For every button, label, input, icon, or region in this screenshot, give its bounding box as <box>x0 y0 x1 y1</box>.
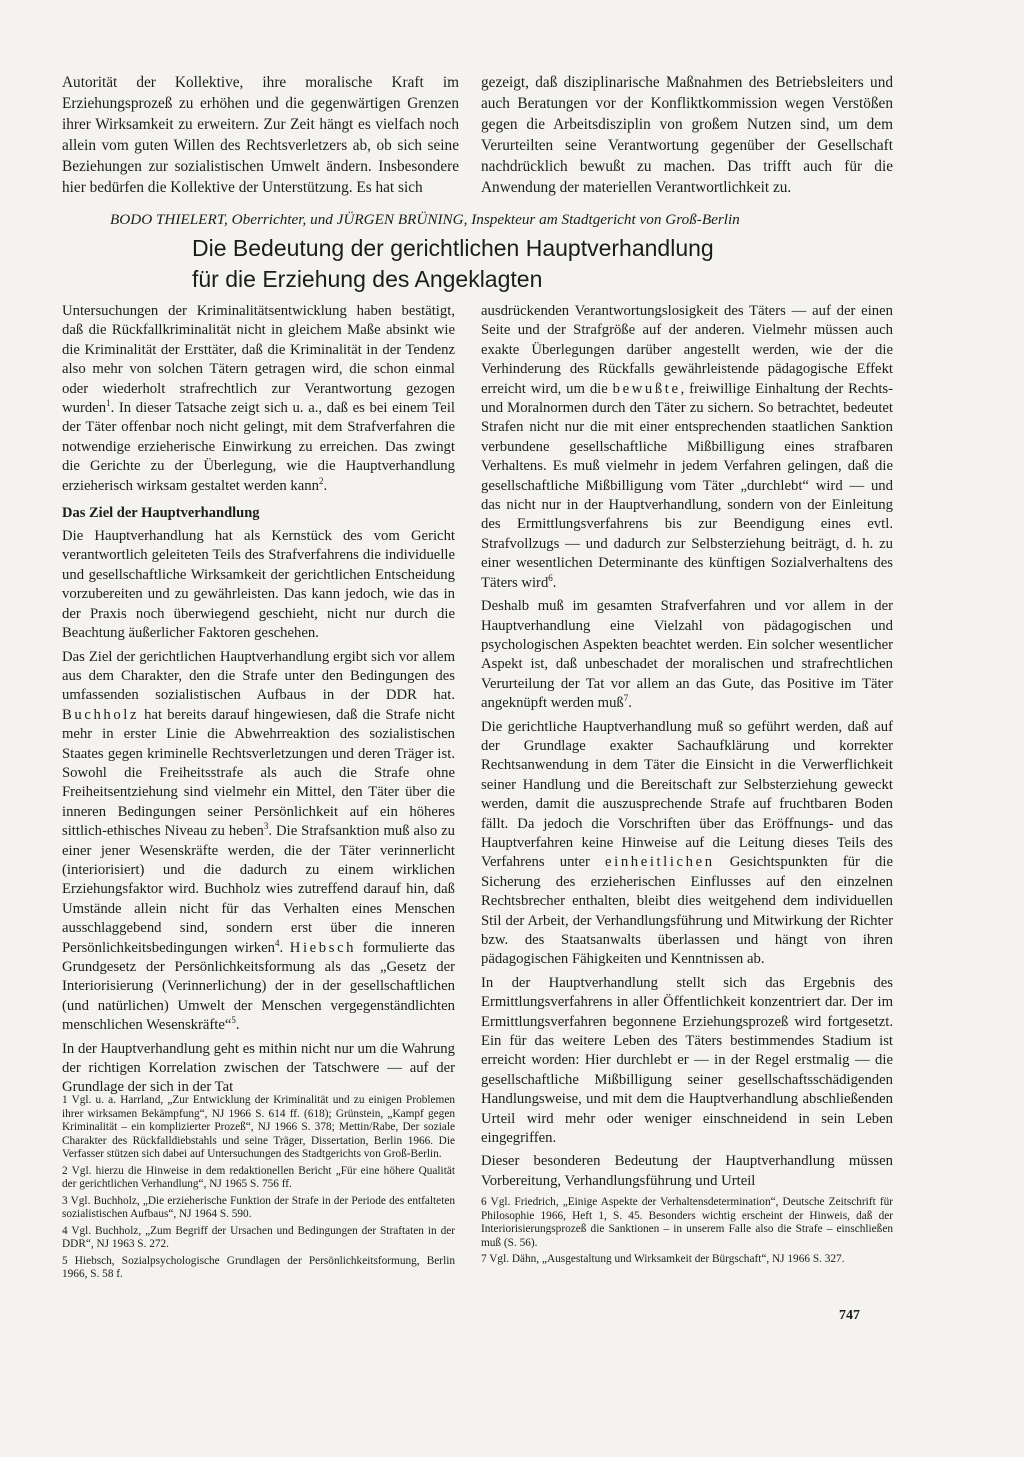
footnote-ref: 3 <box>263 821 269 832</box>
body-paragraph <box>62 302 455 496</box>
text-run: . <box>279 939 290 956</box>
text-run: . In dieser Tatsache zeigt sich u. a., daß es bei einem Teil der Täter offenbar noch nicht gelingt, mit dem Strafverfahren die notwendige erzieherische Einwirkung zu erreichen. Das zwingt die Gerichte zu der Überlegung, wie die Hauptverhandlung erzieherisch wirksam gestaltet werden kann <box>62 400 455 494</box>
text-run: ausdrückenden Verantwortungslosigkeit des Täters — auf der einen Seite und der Strafgröße auf der anderen. Vielmehr müssen auch exakte Überlegungen darüber angestellt werden, wie der die Verhinderung des Rückfalls gewährleistende pädagogische Effekt erreicht wird, um die <box>481 303 893 397</box>
text-run: . <box>628 695 632 712</box>
text-run: formulierte das Grundgesetz der Persönlichkeitsformung als das „Gesetz der Interiorisierung (Verinnerlichung) der in der gesellschaftlichen (und natürlichen) Umwelt der Menschen vergegenständlichten menschlichen Wesenskräfte“ <box>62 939 455 1034</box>
text-run: Die gerichtliche Hauptverhandlung muß so geführt werden, daß auf der Grundlage exakter Sachaufklärung und korrekter Rechtsanwendung in dem Täter die Einsicht in die Verwerflichkeit seiner Handlung und die Bereitschaft zur Selbsterziehung geweckt werden, damit die auszusprechende Strafe auf fruchtbaren Boden fällt. Da jedoch die Vorschriften über das Eröffnungs- und das Hauptverfahren keine Hinweise auf die Leitung dieses Teils des Verfahrens unter <box>481 718 893 871</box>
page-number: 747 <box>839 1308 860 1323</box>
main-left-column <box>62 302 455 1098</box>
body-paragraph: In der Hauptverhandlung geht es mithin nicht nur um die Wahrung der richtigen Korrelation zwischen der Tatschwere — auf der Grundlage der sich in der Tat <box>62 1040 455 1096</box>
body-paragraph <box>481 718 893 970</box>
footnote: 3 Vgl. Buchholz, „Die erzieherische Funktion der Strafe in der Periode des entfalteten sozialistischen Aufbaus“, NJ 1964 S. 590. <box>62 1194 455 1220</box>
text-run: . <box>235 1017 240 1034</box>
footnotes-left <box>62 1094 455 1282</box>
footnote: 5 Hiebsch, Sozialpsychologische Grundlagen der Persönlichkeitsformung, Berlin 1966, S. 58 f. <box>62 1254 455 1280</box>
footnote: 4 Vgl. Buchholz, „Zum Begriff der Ursachen und Bedingungen der Straftaten in der DDR“, NJ 1963 S. 272. <box>62 1224 455 1250</box>
footnote-ref: 6 <box>548 572 553 583</box>
text-run: . Die Strafsanktion muß also zu einer jener Wesenskräfte werden, die der Täter verinnerlicht (interiorisiert) und die dadurch zu einem wirklichen Erziehungsfaktor wird. Buchholz wies zutreffend darauf hin, daß Umstände allein nicht für das Verhalten eines Menschen ausschlaggebend sind, sondern erst über die inneren Persönlichkeitsbedingungen wirken <box>62 823 455 956</box>
top-left-paragraph: Autorität der Kollektive, ihre moralische Kraft im Erziehungsprozeß zu erhöhen und die gegenwärtigen Grenzen ihrer Wirksamkeit zu erweitern. Zur Zeit hängt es vielfach noch allein vom guten Willen des Rechtsverletzers ab, ob sich seine Beziehungen zur sozialistischen Umwelt ändern. Insbesondere hier bedürfen die Kollektive der Unterstützung. Es hat sich <box>62 74 459 196</box>
footnote: 7 Vgl. Dähn, „Ausgestaltung und Wirksamkeit der Bürgschaft“, NJ 1966 S. 327. <box>481 1253 845 1265</box>
footnotes-right <box>481 1196 893 1267</box>
footnote: 1 Vgl. u. a. Harrland, „Zur Entwicklung der Kriminalität und zu einigen Problemen ihrer wirksamen Bekämpfung“, NJ 1966 S. 614 ff. (618); Grünstein, „Kampf gegen Kriminalität – ein komplizierter Prozeß“, NJ 1966 S. 378; Mettin/Rabe, Der soziale Charakter des Rückfalldiebstahls und seine Träger, Dissertation, Berlin 1966. Die Verfasser stützen sich dabei auf Untersuchungen des Stadtgerichts von Groß-Berlin. <box>62 1094 455 1160</box>
text-run: Das Ziel der gerichtlichen Hauptverhandlung ergibt sich vor allem aus dem Charakter, den die Strafe unter den Bedingungen des umfassenden sozialistischen Aufbaus in der DDR hat. <box>62 648 455 704</box>
article-title-line: für die Erziehung des Angeklagten <box>192 266 543 292</box>
text-run: Untersuchungen der Kriminalitätsentwicklung haben bestätigt, daß die Rückfallkriminalität nicht in gleichem Maße absinkt wie die Kriminalität der Ersttäter, daß die Kriminalität in der Tendenz also mehr von solchen Tätern getragen wird, die schon einmal oder wiederholt strafrechtlich zur Verantwortung gezogen wurden <box>62 303 455 417</box>
body-paragraph: Die Hauptverhandlung hat als Kernstück des vom Gericht verantwortlich geleiteten Teils des Strafverfahrens die individuelle und gesellschaftliche Wirksamkeit der gerichtlichen Entscheidung vorzubereiten und zu gewährleisten. Das kann jedoch, wie das in der Praxis noch überwiegend geschieht, nicht nur durch die Beachtung äußerlicher Faktoren geschehen. <box>62 528 455 642</box>
top-left-column <box>62 72 459 198</box>
footnote-ref: 1 <box>106 398 111 409</box>
footnote-ref: 4 <box>275 937 280 948</box>
article-title-line: Die Bedeutung der gerichtlichen Hauptverhandlung <box>192 235 714 261</box>
text-run: hat bereits darauf hingewiesen, daß die Strafe nicht mehr in erster Linie die Abwehrreaktion des sozialistischen Staates gegen kriminelle Rechtsverletzungen und deren Träger ist. Sowohl die Freiheitsstrafe als auch die Strafe ohne Freiheitsentziehung sind vielmehr ein Mittel, den Täter über die inneren Bedingungen seiner Persönlichkeit auf ein höheres sittlich-ethisches Niveau zu heben <box>62 706 455 840</box>
footnote-ref: 5 <box>231 1015 236 1026</box>
text-run: Deshalb muß im gesamten Strafverfahren und vor allem in der Hauptverhandlung eine Vielzahl von pädagogischen und psychologischen Aspekten beachtet werden. Ein solcher wesentlicher Aspekt ist, daß unbeschadet der moralischen und strafrechtlichen Verurteilung der Tat vor allem an das Gute, das Positive im Täter angeknüpft werden muß <box>481 598 893 712</box>
text-run: . <box>552 574 557 591</box>
author-byline: BODO THIELERT, Oberrichter, und JÜRGEN BRÜNING, Inspekteur am Stadtgericht von Groß-Berlin <box>110 211 740 228</box>
footnote: 2 Vgl. hierzu die Hinweise in dem redaktionellen Bericht „Für eine höhere Qualität der gerichtlichen Verhandlung“, NJ 1965 S. 756 ff. <box>62 1164 455 1190</box>
spaced-word: bewußte <box>612 380 681 397</box>
text-run: . <box>323 477 328 494</box>
spaced-name: Hiebsch <box>289 939 357 956</box>
section-heading: Das Ziel der Hauptverhandlung <box>62 505 260 522</box>
footnote: 6 Vgl. Friedrich, „Einige Aspekte der Verhaltensdetermination“, Deutsche Zeitschrift für Philosophie 1966, Heft 1, S. 45. Besonders wichtig erscheint der Hinweis, daß der Interiorisierungsprozeß die Sanktionen – in unserem Falle also die Strafe – einschließen muß (S. 56). <box>481 1196 893 1249</box>
footnote-ref: 7 <box>623 693 629 704</box>
footnote-ref: 2 <box>318 475 324 486</box>
body-paragraph <box>481 597 893 713</box>
text-run: , freiwillige Einhaltung der Rechts- und Moralnormen durch den Täter zu sichern. So betrachtet, bedeutet Strafen nicht nur die mit einer entsprechenden staatlichen Sanktion verbundene gesellschaftliche Mißbilligung eines strafbaren Verhaltens. Es muß vielmehr in jedem Verfahren gelingen, daß die gesellschaftliche Mißbilligung vom Täter „durchlebt“ wird — und das nicht nur in der Hauptverhandlung, sondern von der Einleitung des Ermittlungsverfahrens bis zur Beendigung eines evtl. Strafvollzugs — und dadurch zur Selbsterziehung beiträgt, d. h. zu einer wesentlichen Determinante des künftigen Sozialverhaltens des Täters wird <box>481 380 894 591</box>
top-right-column <box>481 72 893 198</box>
body-paragraph: In der Hauptverhandlung stellt sich das Ergebnis des Ermittlungsverfahrens in aller Öffentlichkeit konzentriert dar. Der im Ermittlungsverfahren begonnene Erziehungsprozeß wird fortgesetzt. Ein für das weitere Leben des Täters bestimmendes Stadium ist erreicht worden: Hier durchlebt er — in der Regel erstmalig — die gesellschaftliche Mißbilligung seiner gesellschaftsschädigenden Handlungsweise, und mit dem die Hauptverhandlung abschließenden Urteil wird mehr oder weniger einschneidend in sein Leben eingegriffen. <box>481 974 893 1147</box>
main-right-column <box>481 302 893 1191</box>
top-right-paragraph: gezeigt, daß disziplinarische Maßnahmen des Betriebsleiters und auch Beratungen vor der Konfliktkommission wegen Verstößen gegen die Arbeitsdisziplin von großem Nutzen sind, um dem Verurteilten seine Verantwortung gegenüber der Gesellschaft nachdrücklich bewußt zu machen. Das trifft auch für die Anwendung der materiellen Verantwortlichkeit zu. <box>481 74 893 196</box>
spaced-name: Buchholz <box>62 706 140 723</box>
spaced-word: einheitlichen <box>605 854 715 871</box>
text-run: Gesichtspunkten für die Sicherung des erzieherischen Einflusses auf den einzelnen Rechtsbrecher enthalten, bleibt dies weitgehend dem individuellen Stil der Arbeit, der Verhandlungsführung und Mitwirkung der Richter bzw. des Staatsanwalts überlassen und hängt von ihren pädagogischen Fähigkeiten und Kenntnissen ab. <box>481 854 893 968</box>
article-title <box>192 233 812 295</box>
body-paragraph <box>62 648 455 1036</box>
body-paragraph: Dieser besonderen Bedeutung der Hauptverhandlung müssen Vorbereitung, Verhandlungsführung und Urteil <box>481 1153 893 1189</box>
body-paragraph <box>481 302 893 593</box>
